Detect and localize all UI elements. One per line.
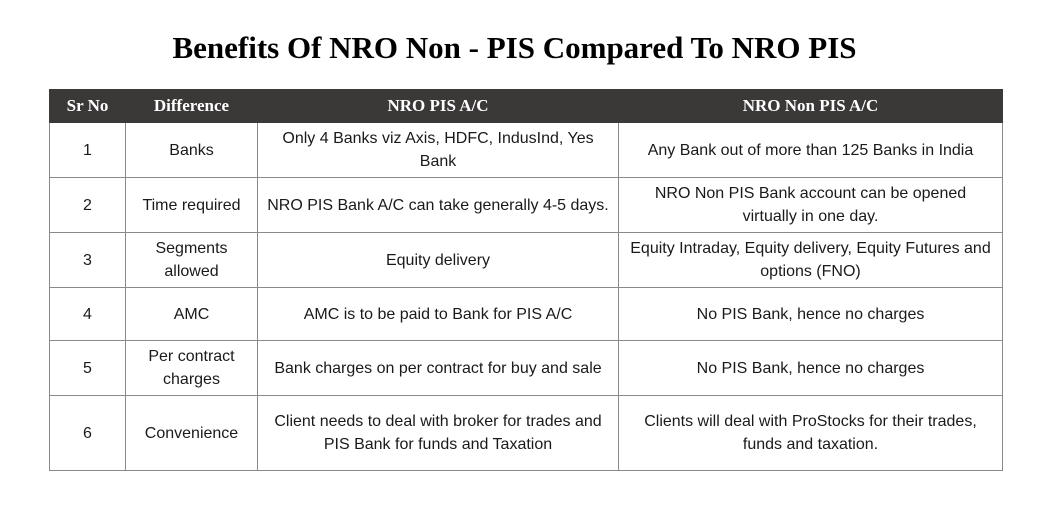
cell-sr-no: 4 (50, 288, 126, 341)
cell-sr-no: 2 (50, 178, 126, 233)
cell-nro-non-pis: Any Bank out of more than 125 Banks in India (619, 123, 1003, 178)
page-title: Benefits Of NRO Non - PIS Compared To NRO PIS (172, 30, 857, 65)
header-difference: Difference (126, 90, 258, 123)
cell-nro-pis: Only 4 Banks viz Axis, HDFC, IndusInd, Yes Bank (258, 123, 619, 178)
cell-nro-pis: Equity delivery (258, 233, 619, 288)
cell-sr-no: 3 (50, 233, 126, 288)
cell-difference: Banks (126, 123, 258, 178)
cell-difference: Per contract charges (126, 341, 258, 396)
cell-difference: AMC (126, 288, 258, 341)
table-row (50, 396, 1003, 471)
header-nro-pis: NRO PIS A/C (258, 90, 619, 123)
table-row (50, 123, 1003, 178)
cell-difference: Segments allowed (126, 233, 258, 288)
table-header-row (50, 90, 1003, 123)
cell-nro-pis: AMC is to be paid to Bank for PIS A/C (258, 288, 619, 341)
header-sr-no: Sr No (50, 90, 126, 123)
cell-nro-non-pis: No PIS Bank, hence no charges (619, 288, 1003, 341)
comparison-table (49, 89, 1003, 471)
cell-difference: Time required (126, 178, 258, 233)
cell-nro-non-pis: Equity Intraday, Equity delivery, Equity Futures and options (FNO) (619, 233, 1003, 288)
cell-nro-non-pis: Clients will deal with ProStocks for their trades, funds and taxation. (619, 396, 1003, 471)
cell-difference: Convenience (126, 396, 258, 471)
table-row (50, 178, 1003, 233)
table-row (50, 341, 1003, 396)
cell-sr-no: 6 (50, 396, 126, 471)
cell-sr-no: 5 (50, 341, 126, 396)
table-row (50, 288, 1003, 341)
cell-nro-non-pis: NRO Non PIS Bank account can be opened virtually in one day. (619, 178, 1003, 233)
header-nro-non-pis: NRO Non PIS A/C (619, 90, 1003, 123)
table-row (50, 233, 1003, 288)
cell-sr-no: 1 (50, 123, 126, 178)
cell-nro-non-pis: No PIS Bank, hence no charges (619, 341, 1003, 396)
cell-nro-pis: Client needs to deal with broker for trades and PIS Bank for funds and Taxation (258, 396, 619, 471)
cell-nro-pis: Bank charges on per contract for buy and sale (258, 341, 619, 396)
cell-nro-pis: NRO PIS Bank A/C can take generally 4-5 days. (258, 178, 619, 233)
